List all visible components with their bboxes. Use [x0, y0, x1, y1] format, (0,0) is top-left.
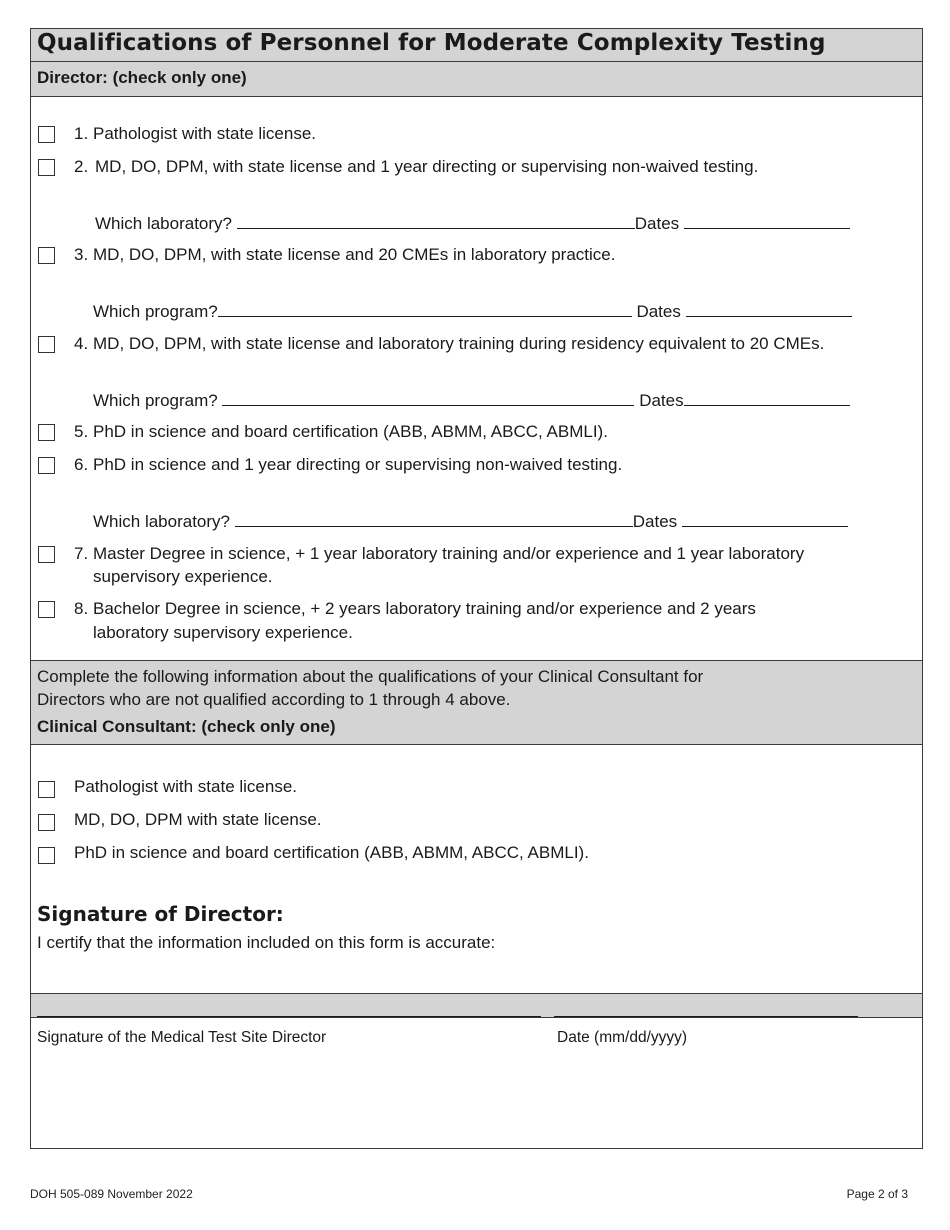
- option-text: MD, DO, DPM, with state license and 20 CMEs in laboratory practice.: [93, 245, 616, 264]
- laboratory-input-6[interactable]: [235, 511, 633, 527]
- option-text: MD, DO, DPM with state license.: [74, 810, 322, 829]
- follow-label: Which laboratory?: [93, 512, 231, 531]
- option-text: Master Degree in science, + 1 year laboratory training and/or experience and 1 year laboratory: [93, 544, 805, 563]
- option-text: Pathologist with state license.: [93, 124, 317, 143]
- option-number: 2.: [74, 157, 89, 176]
- laboratory-line-6: [93, 511, 848, 532]
- laboratory-line-2: [95, 213, 850, 234]
- follow-label: Which laboratory?: [95, 214, 233, 233]
- signature-label: Signature of the Medical Test Site Director: [37, 1029, 327, 1046]
- dates-input-6[interactable]: [682, 511, 848, 527]
- option-number: 4.: [74, 334, 89, 353]
- dates-label: Dates: [636, 302, 681, 321]
- consultant-heading-band: [31, 660, 922, 745]
- date-input[interactable]: [554, 1016, 858, 1017]
- option-number: 7.: [74, 544, 89, 563]
- page-title: Qualifications of Personnel for Moderate Complexity Testing: [37, 30, 826, 56]
- option-text: MD, DO, DPM, with state license and laboratory training during residency equivalent to 20 CMEs.: [93, 334, 825, 353]
- follow-label: Which program?: [93, 391, 218, 410]
- director-option-7-checkbox[interactable]: [38, 546, 55, 563]
- laboratory-input-2[interactable]: [237, 213, 635, 229]
- option-text: MD, DO, DPM, with state license and 1 year directing or supervising non-waived testing.: [95, 157, 759, 176]
- director-option-6-checkbox[interactable]: [38, 457, 55, 474]
- follow-label: Which program?: [93, 302, 218, 321]
- option-text-continued: supervisory experience.: [93, 567, 273, 586]
- option-text-continued: laboratory supervisory experience.: [93, 623, 353, 642]
- option-number: 3.: [74, 245, 89, 264]
- date-label: Date (mm/dd/yyyy): [557, 1029, 688, 1046]
- consultant-option-3-checkbox[interactable]: [38, 847, 55, 864]
- director-heading: Director: (check only one): [37, 68, 247, 87]
- consultant-intro-line: Directors who are not qualified according to 1 through 4 above.: [37, 690, 511, 709]
- form-id: DOH 505-089 November 2022: [30, 1187, 193, 1201]
- option-text: PhD in science and board certification (ABB, ABMM, ABCC, ABMLI).: [74, 843, 589, 862]
- program-line-3: [93, 301, 852, 322]
- option-text: Bachelor Degree in science, + 2 years laboratory training and/or experience and 2 years: [93, 599, 756, 618]
- dates-label: Dates: [639, 391, 684, 410]
- certify-statement: I certify that the information included on this form is accurate:: [37, 933, 496, 952]
- consultant-heading: Clinical Consultant: (check only one): [37, 717, 336, 736]
- option-text: Pathologist with state license.: [74, 777, 298, 796]
- director-option-8-checkbox[interactable]: [38, 601, 55, 618]
- option-text: PhD in science and board certification (ABB, ABMM, ABCC, ABMLI).: [93, 422, 608, 441]
- director-option-4-checkbox[interactable]: [38, 336, 55, 353]
- director-heading-band: [31, 62, 922, 97]
- page-number: Page 2 of 3: [846, 1187, 908, 1201]
- form-frame: [30, 28, 923, 1149]
- consultant-option-2-checkbox[interactable]: [38, 814, 55, 831]
- director-option-5-checkbox[interactable]: [38, 424, 55, 441]
- dates-input-3[interactable]: [686, 301, 852, 317]
- dates-label: Dates: [634, 214, 680, 233]
- dates-input-4[interactable]: [684, 390, 850, 406]
- option-number: 5.: [74, 422, 89, 441]
- consultant-option-1-checkbox[interactable]: [38, 781, 55, 798]
- option-number: 8.: [74, 599, 89, 618]
- program-input-3[interactable]: [218, 301, 632, 317]
- consultant-intro-line: Complete the following information about the qualifications of your Clinical Consultant for: [37, 667, 704, 686]
- program-line-4: [93, 390, 850, 411]
- dates-label: Dates: [632, 512, 678, 531]
- director-option-3-checkbox[interactable]: [38, 247, 55, 264]
- program-input-4[interactable]: [222, 390, 634, 406]
- dates-input-2[interactable]: [684, 213, 850, 229]
- director-option-2-checkbox[interactable]: [38, 159, 55, 176]
- signature-band: [31, 993, 922, 1018]
- option-text: PhD in science and 1 year directing or supervising non-waived testing.: [93, 455, 623, 474]
- director-option-1-checkbox[interactable]: [38, 126, 55, 143]
- option-number: 6.: [74, 455, 89, 474]
- title-band: [31, 29, 922, 62]
- option-number: 1.: [74, 124, 89, 143]
- consultant-intro: [37, 665, 703, 738]
- signature-title: Signature of Director:: [37, 902, 284, 926]
- signature-input[interactable]: [37, 1016, 541, 1017]
